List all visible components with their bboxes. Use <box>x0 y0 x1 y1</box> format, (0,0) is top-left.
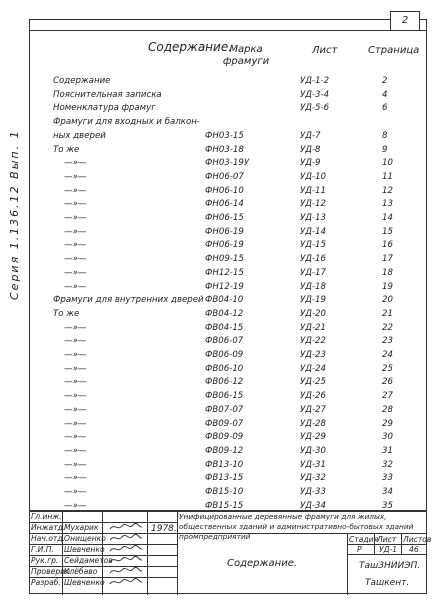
toc-page: 6 <box>382 103 388 114</box>
toc-text: —»— <box>64 432 87 443</box>
stamp-person: Клёбаво <box>64 567 98 576</box>
stamp-stage: Р <box>357 545 362 554</box>
toc-mark: ФВ06-10 <box>205 363 244 374</box>
stamp-person: Шевченко <box>64 545 105 554</box>
toc-text: —»— <box>64 226 87 237</box>
toc-text: —»— <box>64 445 87 456</box>
toc-page: 21 <box>382 308 393 319</box>
toc-mark: ФВ06-15 <box>205 391 244 402</box>
toc-page: 4 <box>382 89 388 100</box>
toc-text: —»— <box>64 473 87 484</box>
header-sheet: Лист <box>312 45 338 56</box>
toc-text: —»— <box>64 185 87 196</box>
toc-mark: ФВ09-09 <box>205 432 244 443</box>
toc-mark: ФН06-19 <box>205 226 244 237</box>
toc-sheet: УД-28 <box>300 418 326 429</box>
toc-sheet: УД-29 <box>300 432 326 443</box>
toc-page: 8 <box>382 130 388 141</box>
toc-text: —»— <box>64 500 87 511</box>
stamp-description: Унифицированные деревянные фрамуги для жилых, общественных зданий и административно-бытовых зданий промпредприятий <box>179 512 414 541</box>
toc-mark: ФН03-15 <box>205 130 244 141</box>
toc-mark: ФВ13-15 <box>205 473 244 484</box>
toc-page: 31 <box>382 445 393 456</box>
toc-mark: ФВ07-07 <box>205 404 244 415</box>
stamp-sheets: 46 <box>409 545 419 554</box>
toc-sheet: УД-1-2 <box>300 76 330 86</box>
toc-sheet: УД-15 <box>300 240 326 251</box>
toc-sheet: УД-34 <box>300 500 326 511</box>
toc-mark: ФН03-19У <box>205 158 250 169</box>
toc-text: —»— <box>64 487 87 497</box>
toc-page: 20 <box>382 295 393 306</box>
toc-sheet: УД-31 <box>300 459 326 470</box>
toc-page: 25 <box>382 363 393 374</box>
stamp-col-sheet: Лист <box>377 535 397 544</box>
top-border-line <box>29 30 427 31</box>
toc-text: Фрамуги для входных и балкон- <box>53 117 200 128</box>
toc-mark: ФВ13-10 <box>205 459 244 470</box>
series-label: Серия 1.136.12 Вып. 1 <box>8 129 21 300</box>
toc-text: —»— <box>64 391 87 402</box>
toc-page: 33 <box>382 473 393 484</box>
toc-mark: ФН03-18 <box>205 144 244 155</box>
toc-mark: ФВ06-07 <box>205 336 244 347</box>
toc-page: 23 <box>382 336 393 347</box>
stamp-year: 1978. <box>151 524 177 534</box>
toc-page: 27 <box>382 391 393 402</box>
toc-text: —»— <box>64 254 87 265</box>
toc-text: —»— <box>64 240 87 251</box>
stamp-role: Нач.отд. <box>31 534 65 543</box>
toc-title: Содержание. <box>148 40 233 54</box>
toc-mark: ФН06-07 <box>205 171 244 182</box>
toc-page: 12 <box>382 185 393 196</box>
toc-text: То же <box>53 308 80 319</box>
toc-mark: ФН12-15 <box>205 267 244 278</box>
title-block <box>29 510 432 594</box>
toc-mark: ФН06-14 <box>205 199 244 210</box>
stamp-city: Ташкент. <box>365 578 410 588</box>
toc-page: 29 <box>382 418 393 429</box>
stamp-person: Сейдаметов <box>64 556 113 565</box>
stamp-role: Рук.гр. <box>31 556 59 565</box>
toc-page: 16 <box>382 240 393 251</box>
toc-text: Пояснительная записка <box>53 89 162 100</box>
toc-mark: ФН06-10 <box>205 185 244 196</box>
stamp-person: Онищенко <box>64 534 106 543</box>
toc-sheet: УД-8 <box>300 144 321 155</box>
stamp-role: Проверил <box>31 567 70 576</box>
toc-sheet: УД-27 <box>300 404 326 415</box>
stamp-person: Шевченко <box>64 578 105 587</box>
signature <box>109 577 143 589</box>
toc-sheet: УД-9 <box>300 158 321 169</box>
stamp-org: ТашЗНИИЭП. <box>359 561 421 571</box>
toc-mark: ФВ06-12 <box>205 377 244 388</box>
toc-mark: ФН09-15 <box>205 254 244 265</box>
stamp-role: Инжатд. <box>31 523 66 532</box>
toc-mark: ФН12-19 <box>205 281 244 292</box>
toc-mark: ФВ06-09 <box>205 350 244 360</box>
toc-mark: ФВ09-07 <box>205 418 244 429</box>
toc-mark: ФН06-19 <box>205 240 244 251</box>
toc-page: 2 <box>382 76 388 86</box>
toc-page: 26 <box>382 377 393 388</box>
toc-sheet: УД-7 <box>300 130 321 141</box>
toc-text: —»— <box>64 199 87 210</box>
toc-text: —»— <box>64 459 87 470</box>
toc-sheet: УД-13 <box>300 213 326 223</box>
toc-sheet: УД-26 <box>300 391 326 402</box>
toc-text: —»— <box>64 281 87 292</box>
toc-sheet: УД-3-4 <box>300 89 330 100</box>
stamp-role: Гл.инж. <box>31 512 62 521</box>
page-number: 2 <box>401 15 409 26</box>
toc-sheet: УД-22 <box>300 336 326 347</box>
toc-text: То же <box>53 144 80 155</box>
toc-text: Фрамуги для внутренних дверей <box>53 295 204 306</box>
stamp-col-sheets: Листов <box>403 535 432 544</box>
toc-page: 15 <box>382 226 393 237</box>
header-page: Страница <box>368 45 420 56</box>
toc-sheet: УД-23 <box>300 350 326 360</box>
toc-sheet: УД-32 <box>300 473 326 484</box>
toc-mark: ФВ09-12 <box>205 445 244 456</box>
toc-sheet: УД-30 <box>300 445 326 456</box>
toc-sheet: УД-18 <box>300 281 326 292</box>
toc-mark: ФВ04-12 <box>205 308 244 319</box>
toc-sheet: УД-17 <box>300 267 326 278</box>
toc-sheet: УД-33 <box>300 487 326 497</box>
toc-page: 14 <box>382 213 393 223</box>
stamp-role: Г.И.П. <box>31 545 54 554</box>
toc-page: 13 <box>382 199 393 210</box>
toc-mark: ФВ04-10 <box>205 295 244 306</box>
toc-sheet: УД-12 <box>300 199 326 210</box>
toc-mark: ФН06-15 <box>205 213 244 223</box>
toc-text: —»— <box>64 322 87 333</box>
toc-text: —»— <box>64 171 87 182</box>
toc-page: 34 <box>382 487 393 497</box>
toc-sheet: УД-24 <box>300 363 326 374</box>
toc-text: —»— <box>64 158 87 169</box>
toc-text: —»— <box>64 336 87 347</box>
toc-text: —»— <box>64 363 87 374</box>
toc-page: 24 <box>382 350 393 360</box>
stamp-person: Мухарик <box>64 523 99 532</box>
toc-page: 10 <box>382 158 393 169</box>
toc-text: —»— <box>64 213 87 223</box>
toc-sheet: УД-14 <box>300 226 326 237</box>
stamp-col-stage: Стадия <box>349 535 379 544</box>
stamp-sheet-title: Содержание. <box>227 558 298 569</box>
toc-text: —»— <box>64 404 87 415</box>
toc-mark: ФВ15-10 <box>205 487 244 497</box>
toc-page: 9 <box>382 144 388 155</box>
toc-page: 19 <box>382 281 393 292</box>
toc-text: ных дверей <box>53 130 106 141</box>
toc-sheet: УД-11 <box>300 185 326 196</box>
toc-page: 22 <box>382 322 393 333</box>
toc-sheet: УД-20 <box>300 308 326 319</box>
toc-sheet: УД-21 <box>300 322 326 333</box>
toc-sheet: УД-5-6 <box>300 103 330 114</box>
toc-page: 35 <box>382 500 393 511</box>
toc-page: 11 <box>382 171 393 182</box>
toc-page: 32 <box>382 459 393 470</box>
toc-mark: ФВ04-15 <box>205 322 244 333</box>
toc-page: 18 <box>382 267 393 278</box>
stamp-role: Разраб. <box>31 578 61 587</box>
toc-mark: ФВ15-15 <box>205 500 244 511</box>
toc-sheet: УД-25 <box>300 377 326 388</box>
toc-text: —»— <box>64 418 87 429</box>
toc-text: Номенклатура фрамуг <box>53 103 156 114</box>
toc-sheet: УД-16 <box>300 254 326 265</box>
toc-page: 30 <box>382 432 393 443</box>
header-mark: Марка фрамуги <box>222 44 270 67</box>
stamp-sheet: УД-1 <box>379 545 398 554</box>
toc-sheet: УД-10 <box>300 171 326 182</box>
toc-page: 17 <box>382 254 393 265</box>
toc-text: —»— <box>64 377 87 388</box>
toc-page: 28 <box>382 404 393 415</box>
toc-text: —»— <box>64 350 87 360</box>
toc-text: —»— <box>64 267 87 278</box>
toc-sheet: УД-19 <box>300 295 326 306</box>
page-number-box <box>390 11 420 31</box>
toc-text: Содержание <box>53 76 111 86</box>
